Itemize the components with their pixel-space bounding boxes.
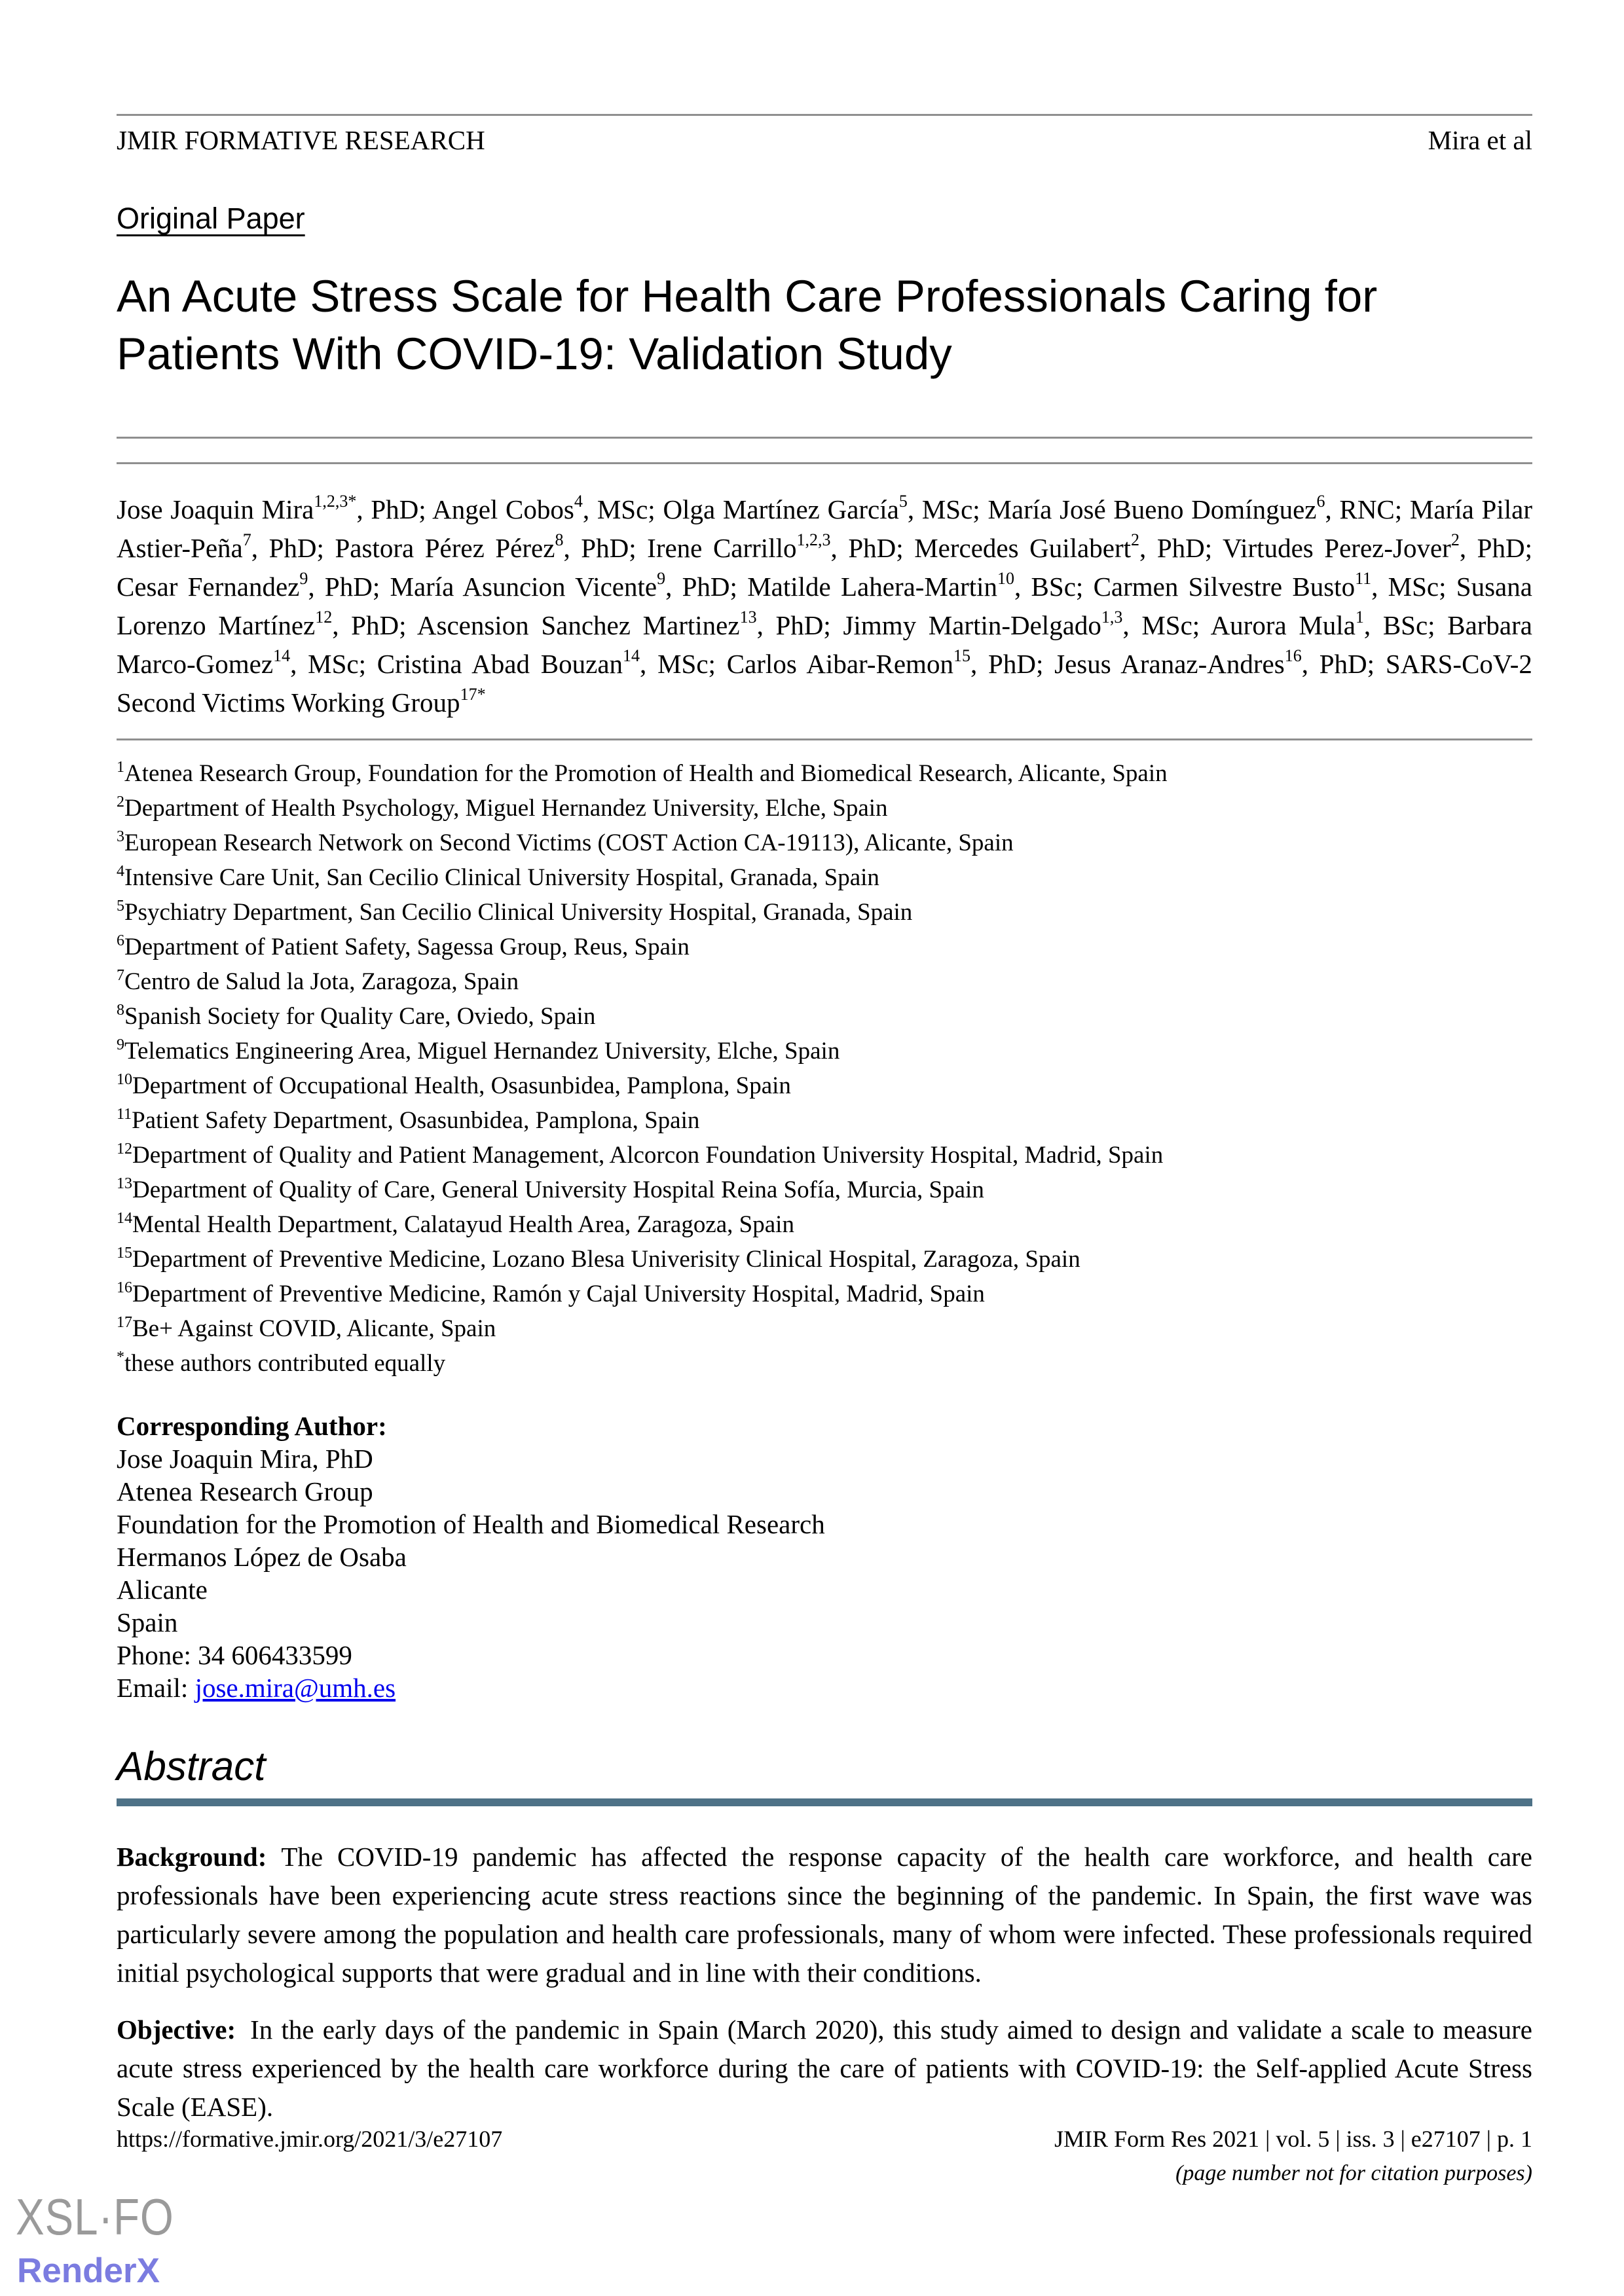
- affiliation-number: 9: [117, 1036, 124, 1053]
- author-name: Olga Martínez García: [663, 494, 899, 524]
- author-affiliation-superscript: 9: [657, 569, 666, 588]
- affiliation-item: $^{11}$Patient Safety Department, Osasunbidea, Pamplona, Spain: [117, 1106, 700, 1134]
- corresponding-address-line: Jose Joaquin Mira, PhD: [117, 1444, 373, 1474]
- page-content: [117, 0, 1532, 2126]
- abstract-section-label: Background:: [117, 1842, 267, 1872]
- author-affiliation-superscript: 5: [898, 492, 908, 511]
- title-divider-rule-lower: [117, 462, 1532, 464]
- affiliation-number: 2: [117, 793, 124, 811]
- affiliation-item: $^3$European Research Network on Second Victims (COST Action CA-19113), Alicante, Spain: [117, 828, 1014, 856]
- author-affiliation-superscript: 7: [242, 530, 251, 549]
- email-link[interactable]: jose.mira@umh.es: [194, 1673, 396, 1703]
- author-affiliation-superscript: 13: [739, 608, 757, 627]
- footer-url: https://formative.jmir.org/2021/3/e27107: [117, 2126, 503, 2152]
- affiliation-item: $^{10}$Department of Occupational Health, Osasunbidea, Pamplona, Spain: [117, 1071, 791, 1099]
- abstract-body: [117, 1838, 1532, 2126]
- affiliation-number: 5: [117, 898, 124, 915]
- affiliation-item: $^{12}$Department of Quality and Patient Management, Alcorcon Foundation University Hospital, Madrid, Spain: [117, 1140, 1164, 1169]
- author-affiliation-superscript: 14: [273, 646, 291, 665]
- affiliation-number: 17: [117, 1314, 132, 1331]
- author-name: Virtudes Perez-Jover: [1222, 533, 1451, 563]
- affiliation-number: 12: [117, 1140, 132, 1157]
- header-top-rule: [117, 114, 1532, 116]
- author-affiliation-superscript: 12: [315, 608, 333, 627]
- corresponding-address-line: Hermanos López de Osaba: [117, 1542, 407, 1572]
- author-affiliation-superscript: 1,2,3: [796, 530, 831, 549]
- author-name: Carlos Aibar-Remon: [726, 649, 953, 679]
- affiliation-number: 6: [117, 932, 124, 949]
- corresponding-author-heading: Corresponding Author:: [117, 1411, 387, 1441]
- author-name: Jimmy Martin-Delgado: [843, 610, 1101, 640]
- author-affiliation-superscript: 4: [574, 492, 583, 511]
- corresponding-address-line: Spain: [117, 1607, 178, 1637]
- corresponding-author-block: [117, 1410, 1532, 1704]
- phone-label: Phone:: [117, 1640, 191, 1670]
- affiliation-item: $^4$Intensive Care Unit, San Cecilio Clinical University Hospital, Granada, Spain: [117, 863, 879, 891]
- affiliation-item: $^7$Centro de Salud la Jota, Zaragoza, Spain: [117, 967, 519, 995]
- xsl-fo-logo: XSL·FO: [16, 2188, 174, 2246]
- affiliation-list: [117, 756, 1532, 1381]
- author-name: Susana Lorenzo Martínez: [117, 572, 1532, 640]
- affiliation-number: 14: [117, 1210, 132, 1227]
- author-affiliation-superscript: 14: [623, 646, 640, 665]
- page-footer: [117, 2125, 1532, 2153]
- abstract-section: Background: The COVID-19 pandemic has affected the response capacity of the health care workforce, and health care professionals have been experiencing acute stress reactions since the beginning of the pandemic. In Spain, the first wave was particularly severe among the population and health care professionals, many of whom were infected. These professionals required initial psychological supports that were gradual and in line with their conditions.: [117, 1842, 1532, 1988]
- author-list: Jose Joaquin Mira$^{1,2,3*}$, PhD; Angel Cobos$^4$, MSc; Olga Martínez García$^5$, MSc; María José Bueno Domínguez$^6$, RNC; María Pilar Astier-Peña$^7$, PhD; Pastora Pérez Pérez$^8$, PhD; Irene Carrillo$^{1,2,3}$, PhD; Mercedes Guilabert$^2$, PhD; Virtudes Perez-Jover$^2$, PhD; Cesar Fernandez$^9$, PhD; María Asuncion Vicente$^9$, PhD; Matilde Lahera-Martin$^{10}$, BSc; Carmen Silvestre Busto$^{11}$, MSc; Susana Lorenzo Martínez$^{12}$, PhD; Ascension Sanchez Martinez$^{13}$, PhD; Jimmy Martin-Delgado$^{1,3}$, MSc; Aurora Mula$^1$, BSc; Barbara Marco-Gomez$^{14}$, MSc; Cristina Abad Bouzan$^{14}$, MSc; Carlos Aibar-Remon$^{15}$, PhD; Jesus Aranaz-Andres$^{16}$, PhD; SARS-CoV-2 Second Victims Working Group$^{17*}$: [117, 492, 1532, 718]
- affiliation-item: $^{17}$Be+ Against COVID, Alicante, Spain: [117, 1314, 496, 1342]
- author-name: Barbara Marco-Gomez: [117, 610, 1532, 679]
- equal-contribution-asterisk: *: [117, 1349, 124, 1366]
- author-name: Carmen Silvestre Busto: [1093, 572, 1356, 602]
- corresponding-address-line: Atenea Research Group: [117, 1476, 373, 1506]
- author-name: Jesus Aranaz-Andres: [1054, 649, 1285, 679]
- affiliation-number: 8: [117, 1002, 124, 1019]
- author-name: Mercedes Guilabert: [914, 533, 1131, 563]
- footer-citation: JMIR Form Res 2021 | vol. 5 | iss. 3 | e27107 | p. 1: [1054, 2126, 1532, 2152]
- author-name: Cristina Abad Bouzan: [377, 649, 623, 679]
- author-affiliation-superscript: 8: [555, 530, 564, 549]
- affiliation-item: $^8$Spanish Society for Quality Care, Oviedo, Spain: [117, 1002, 596, 1030]
- author-affiliation-superscript: 10: [997, 569, 1015, 588]
- author-affiliation-superscript: 1,3: [1101, 608, 1123, 627]
- equal-contribution-note: *these authors contributed equally: [117, 1349, 446, 1377]
- affiliation-item: $^{13}$Department of Quality of Care, General University Hospital Reina Sofía, Murcia, Spain: [117, 1175, 984, 1203]
- affiliation-number: 15: [117, 1245, 132, 1262]
- journal-name: JMIR FORMATIVE RESEARCH: [117, 125, 485, 155]
- running-header: [117, 125, 1532, 155]
- corresponding-phone-line: [117, 1639, 1532, 1671]
- abstract-heading: Abstract: [117, 1744, 266, 1789]
- author-name: Pastora Pérez Pérez: [335, 533, 555, 563]
- author-name: Aurora Mula: [1210, 610, 1356, 640]
- author-name: María Asuncion Vicente: [390, 572, 657, 602]
- author-name: Angel Cobos: [432, 494, 574, 524]
- title-divider-rule-upper: [117, 437, 1532, 439]
- corresponding-address-line: Foundation for the Promotion of Health and Biomedical Research: [117, 1509, 825, 1539]
- abstract-section-label: Objective:: [117, 2014, 236, 2045]
- affiliation-item: $^1$Atenea Research Group, Foundation for the Promotion of Health and Biomedical Research, Alicante, Spain: [117, 759, 1168, 787]
- article-type-label: Original Paper: [117, 202, 305, 235]
- author-affiliation-superscript: 6: [1316, 492, 1325, 511]
- affiliation-number: 11: [117, 1106, 132, 1123]
- author-affiliation-superscript: 1: [1355, 608, 1364, 627]
- renderx-logo: RenderX: [17, 2251, 160, 2290]
- author-affiliation-superscript: 16: [1284, 646, 1302, 665]
- affiliation-item: $^{15}$Department of Preventive Medicine, Lozano Blesa Univerisity Clinical Hospital, Zaragoza, Spain: [117, 1245, 1080, 1273]
- affiliation-item: $^2$Department of Health Psychology, Miguel Hernandez University, Elche, Spain: [117, 793, 888, 822]
- affiliation-number: 3: [117, 828, 124, 845]
- author-affiliation-superscript: 2: [1450, 530, 1460, 549]
- author-affiliation-superscript: 15: [953, 646, 970, 665]
- corresponding-author-lines: [117, 1442, 1532, 1639]
- affiliation-number: 1: [117, 759, 124, 776]
- author-affiliation-superscript: 1,2,3*: [314, 492, 357, 511]
- affiliation-item: $^6$Department of Patient Safety, Sagessa Group, Reus, Spain: [117, 932, 690, 960]
- authors-divider-rule: [117, 738, 1532, 740]
- affiliation-number: 4: [117, 863, 124, 880]
- phone-value: 34 606433599: [198, 1640, 352, 1670]
- author-affiliation-superscript: 11: [1355, 569, 1372, 588]
- affiliation-item: $^{14}$Mental Health Department, Calatayud Health Area, Zaragoza, Spain: [117, 1210, 794, 1238]
- email-label: Email:: [117, 1673, 189, 1703]
- abstract-section: Objective: In the early days of the pandemic in Spain (March 2020), this study aimed to design and validate a scale to measure acute stress experienced by the health care workforce during the care of patients with COVID-19: the Self-applied Acute Stress Scale (EASE).: [117, 2014, 1532, 2122]
- corresponding-email-line: [117, 1671, 1532, 1704]
- corresponding-address-line: Alicante: [117, 1575, 208, 1605]
- author-name: Jose Joaquin Mira: [117, 494, 314, 524]
- author-affiliation-superscript: 17*: [460, 685, 486, 704]
- running-head-authors: Mira et al: [1428, 125, 1532, 155]
- author-name: Matilde Lahera-Martin: [747, 572, 998, 602]
- affiliation-number: 7: [117, 967, 124, 984]
- author-affiliation-superscript: 2: [1131, 530, 1139, 549]
- affiliation-number: 13: [117, 1175, 132, 1192]
- author-name: Ascension Sanchez Martinez: [416, 610, 740, 640]
- author-affiliation-superscript: 9: [299, 569, 308, 588]
- affiliation-item: $^5$Psychiatry Department, San Cecilio Clinical University Hospital, Granada, Spain: [117, 898, 913, 926]
- author-name: María José Bueno Domínguez: [987, 494, 1317, 524]
- affiliation-number: 16: [117, 1279, 132, 1296]
- abstract-divider-bar: [117, 1798, 1532, 1806]
- affiliation-item: $^{16}$Department of Preventive Medicine, Ramón y Cajal University Hospital, Madrid, Spain: [117, 1279, 985, 1307]
- author-name: María Pilar Astier-Peña: [117, 494, 1532, 563]
- author-name: Cesar Fernandez: [117, 572, 300, 602]
- author-name: Irene Carrillo: [647, 533, 797, 563]
- footer-citation-note: (page number not for citation purposes): [1175, 2161, 1532, 2185]
- author-name: SARS-CoV-2 Second Victims Working Group: [117, 649, 1532, 718]
- affiliation-number: 10: [117, 1071, 132, 1088]
- affiliation-item: $^9$Telematics Engineering Area, Miguel Hernandez University, Elche, Spain: [117, 1036, 840, 1065]
- paper-title: An Acute Stress Scale for Health Care Professionals Caring for Patients With COVID-19: Validation Study: [117, 271, 1378, 379]
